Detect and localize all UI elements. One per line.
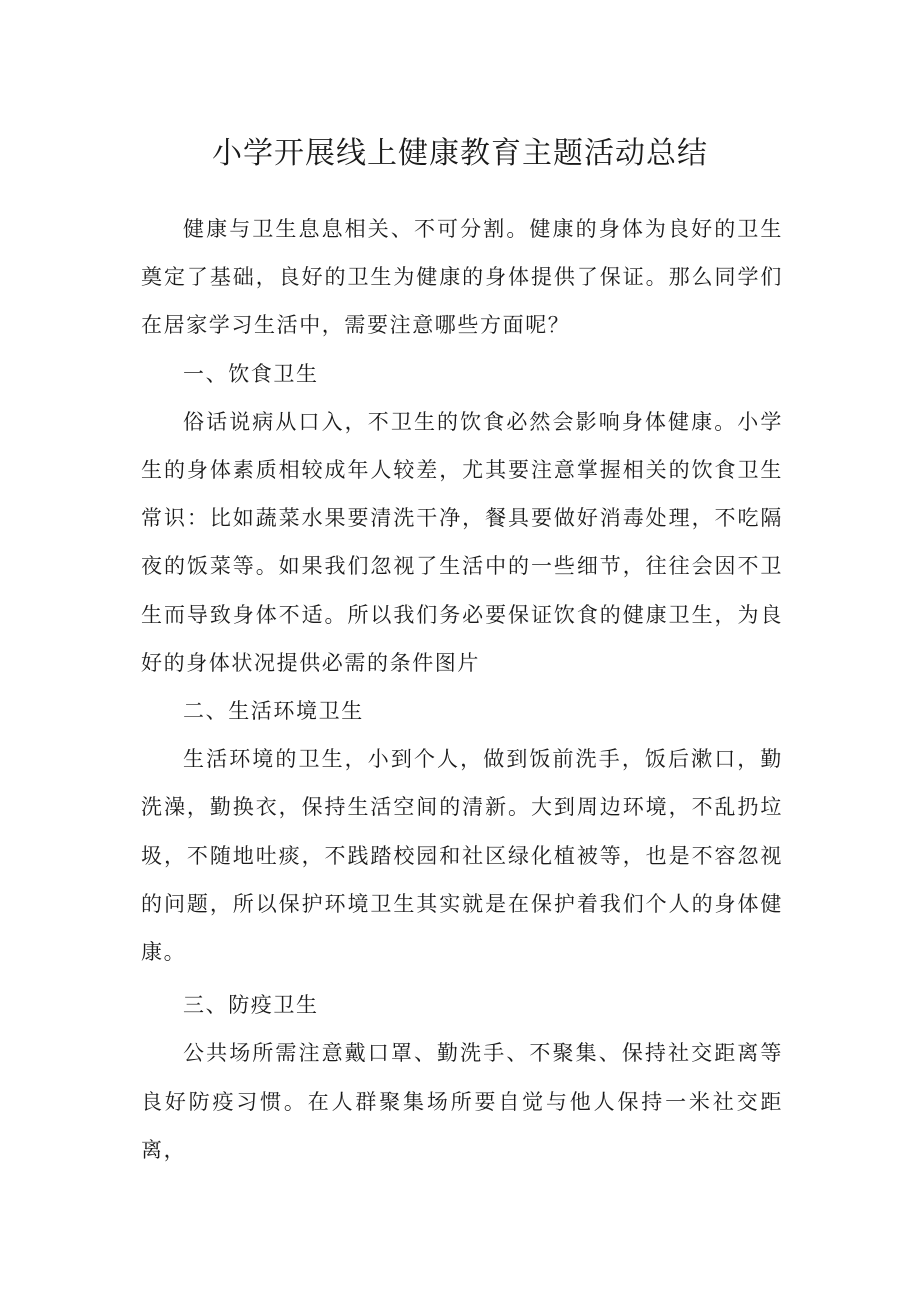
section-paragraph-environment: 生活环境的卫生，小到个人，做到饭前洗手，饭后漱口，勤洗澡，勤换衣，保持生活空间的清新。大到周边环境，不乱扔垃圾，不随地吐痰，不践踏校园和社区绿化植被等，也是不容忽视的问题，所以保护环境卫生其实就是在保护着我们个人的身体健康。 (141, 747, 783, 965)
section-heading-epidemic: 三、防疫卫生 (183, 993, 319, 1018)
section-heading-diet: 一、饮食卫生 (183, 361, 319, 386)
section-paragraph-diet: 俗话说病从口入，不卫生的饮食必然会影响身体健康。小学生的身体素质相较成年人较差，尤其要注意掌握相关的饮食卫生常识：比如蔬菜水果要清洗干净，餐具要做好消毒处理，不吃隔夜的饭菜等。如果我们忽视了生活中的一些细节，往往会因不卫生而导致身体不适。所以我们务必要保证饮食的健康卫生，为良好的身体状况提供必需的条件图片 (141, 409, 783, 675)
section-paragraph-epidemic: 公共场所需注意戴口罩、勤洗手、不聚集、保持社交距离等良好防疫习惯。在人群聚集场所要自觉与他人保持一米社交距离， (141, 1041, 783, 1162)
section-heading-environment: 二、生活环境卫生 (183, 699, 364, 724)
document-body (141, 205, 783, 1174)
document-title: 小学开展线上健康教育主题活动总结 (212, 136, 708, 171)
intro-paragraph: 健康与卫生息息相关、不可分割。健康的身体为良好的卫生奠定了基础，良好的卫生为健康的身体提供了保证。那么同学们在居家学习生活中，需要注意哪些方面呢？ (141, 217, 783, 338)
